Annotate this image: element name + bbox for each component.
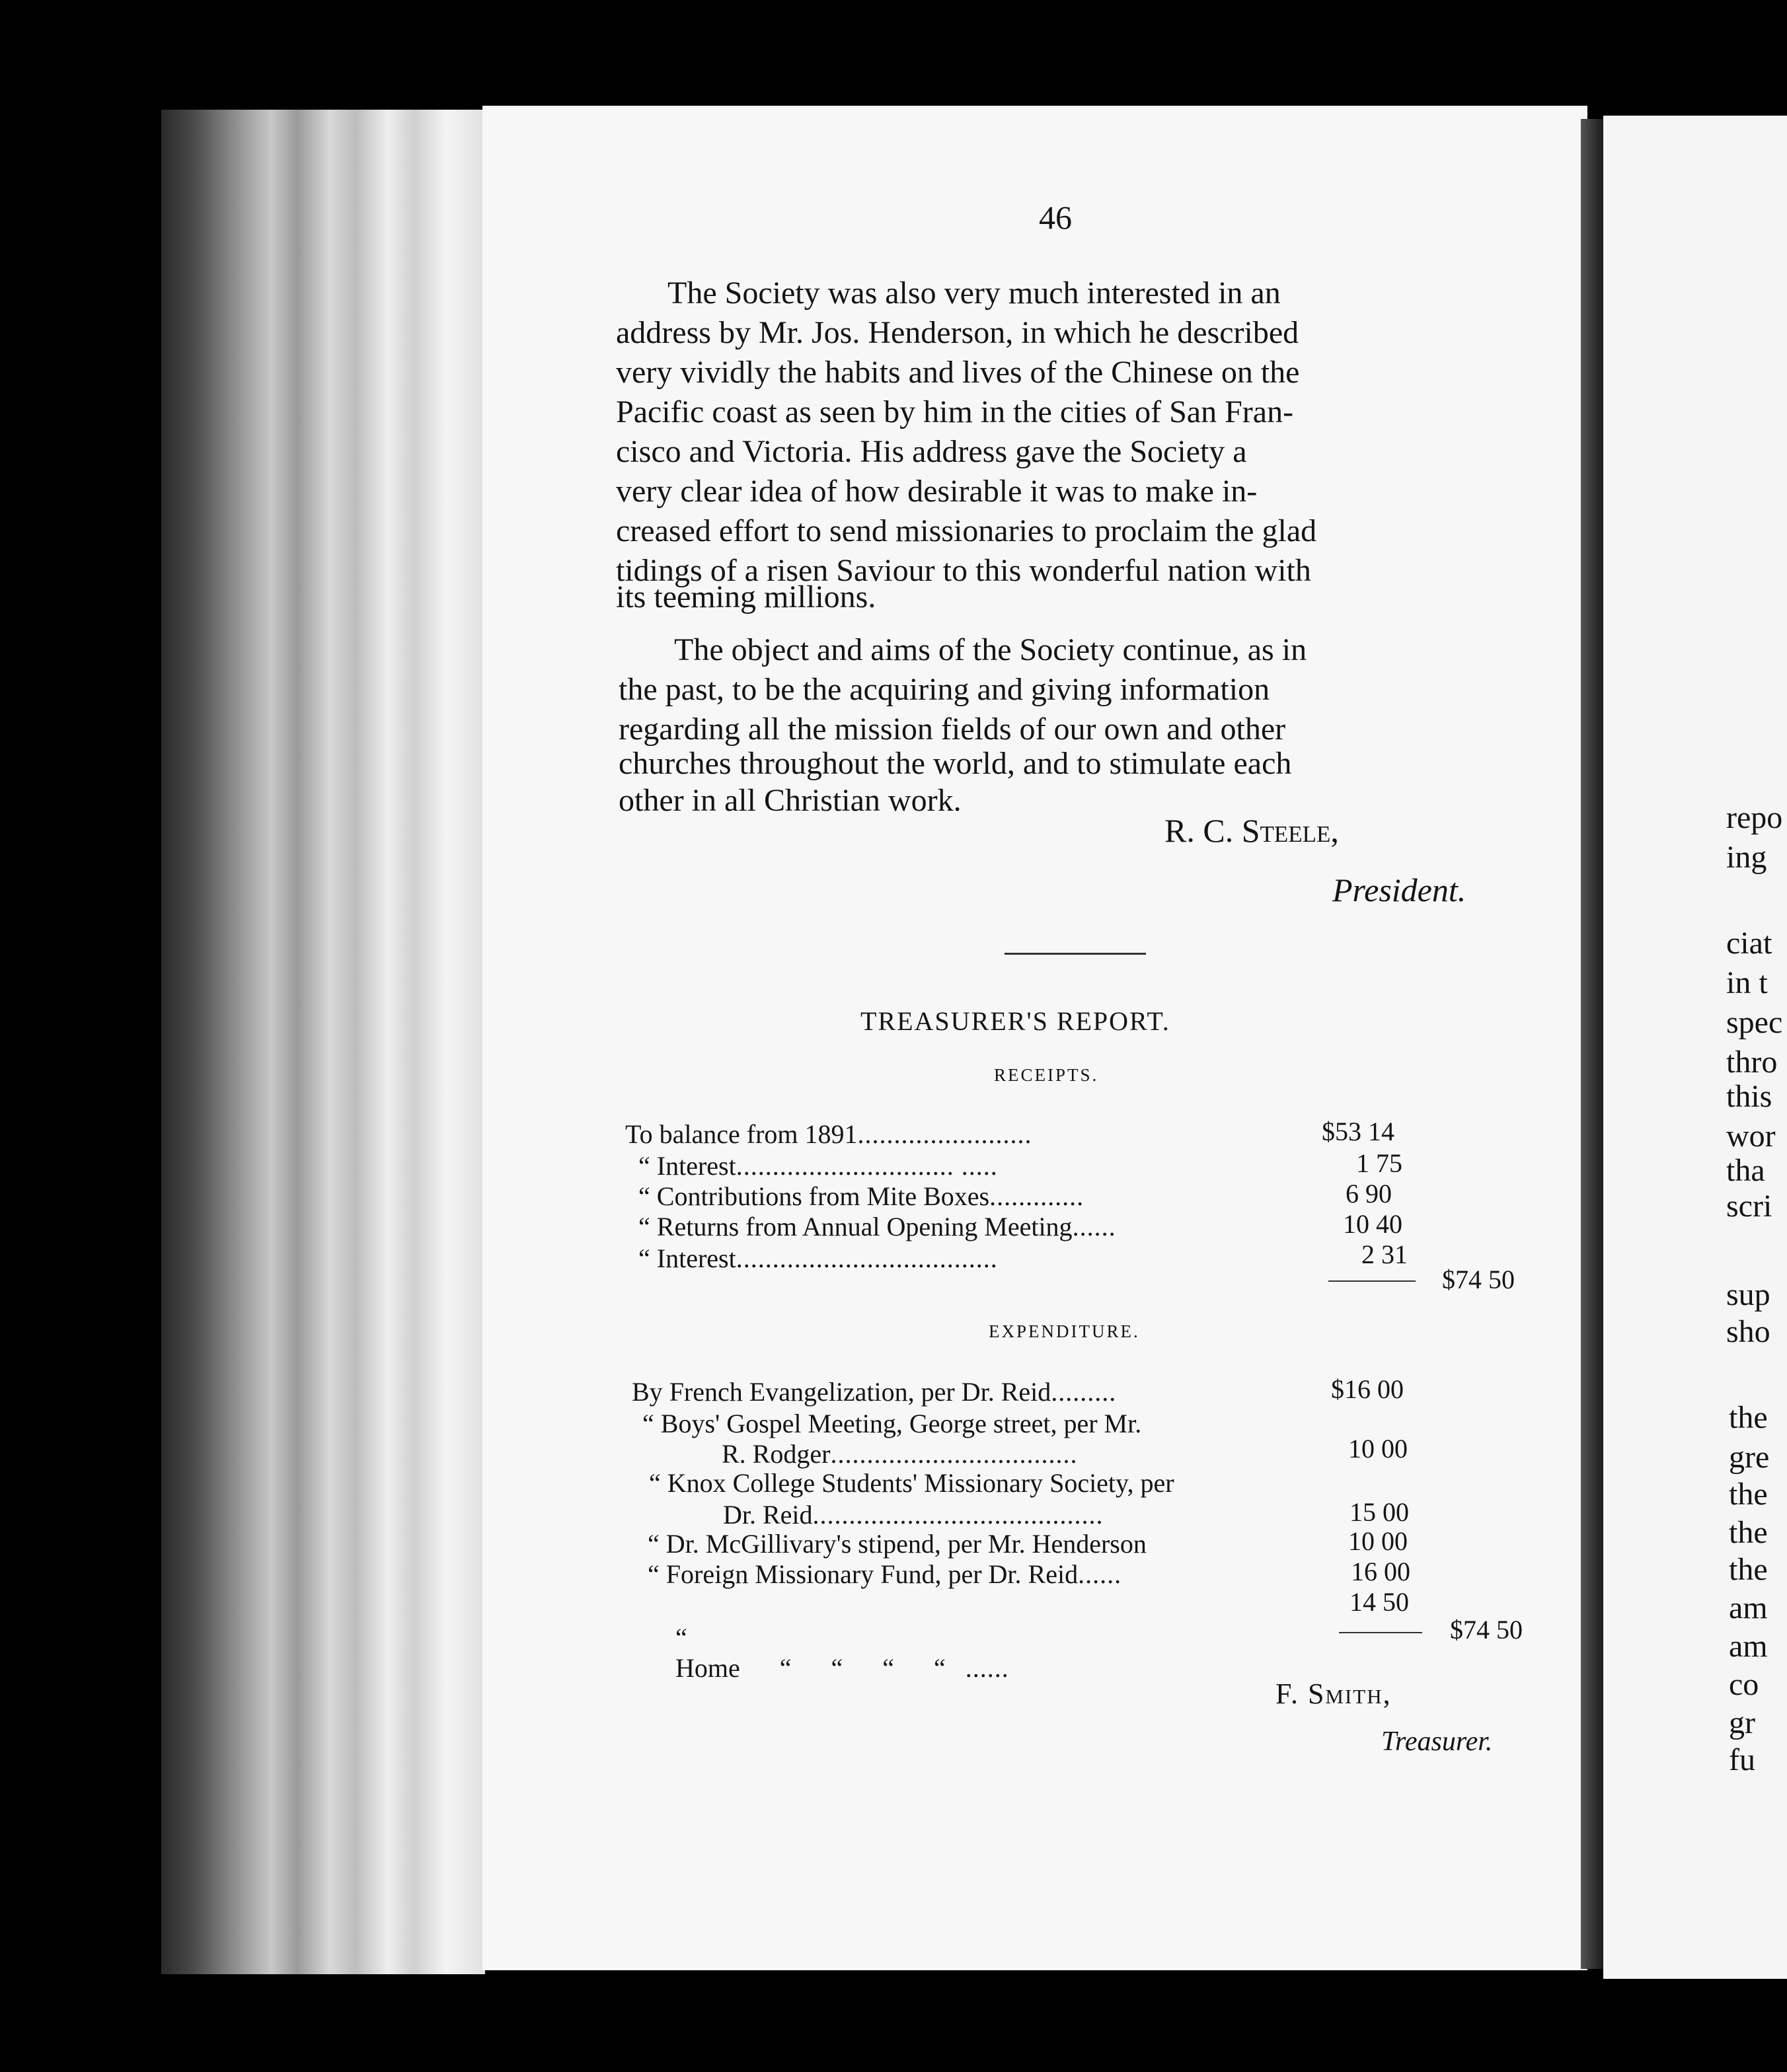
row-leader: ...... bbox=[1072, 1212, 1116, 1241]
row-prefix: “ bbox=[648, 1529, 660, 1559]
expenditure-total: $74 50 bbox=[1450, 1615, 1523, 1645]
row-leader: ...... bbox=[965, 1653, 1009, 1683]
paragraph-1-line-4: Pacific coast as seen by him in the cities of San Fran- bbox=[616, 394, 1294, 429]
facing-fragment: thro bbox=[1726, 1045, 1778, 1080]
expenditure-row bbox=[632, 1377, 1116, 1407]
expenditure-amount: $16 00 bbox=[1331, 1374, 1404, 1404]
row-label: Knox College Students' Missionary Society, per bbox=[667, 1468, 1174, 1498]
receipt-amount: 1 75 bbox=[1356, 1148, 1402, 1178]
facing-fragment: the bbox=[1729, 1477, 1768, 1512]
receipt-row bbox=[638, 1243, 998, 1274]
expenditure-row bbox=[649, 1468, 1174, 1498]
row-label: balance from 1891 bbox=[659, 1119, 858, 1149]
facing-fragment: fu bbox=[1729, 1742, 1755, 1777]
receipts-heading: RECEIPTS. bbox=[994, 1065, 1099, 1085]
row-prefix: “ bbox=[675, 1623, 687, 1652]
facing-fragment: ciat bbox=[1726, 926, 1772, 961]
facing-fragment: ing bbox=[1726, 840, 1767, 875]
paragraph-1-line-1: The Society was also very much interested in an bbox=[667, 276, 1281, 311]
facing-fragment: the bbox=[1729, 1400, 1768, 1435]
row-label: Dr. Reid bbox=[723, 1500, 813, 1530]
paragraph-2-line-1: The object and aims of the Society continue, as in bbox=[674, 632, 1307, 667]
facing-fragment: spec bbox=[1726, 1005, 1783, 1040]
row-prefix: By bbox=[632, 1377, 663, 1407]
receipt-amount: 6 90 bbox=[1346, 1179, 1392, 1208]
paragraph-2-line-4: churches throughout the world, and to stimulate each bbox=[619, 746, 1292, 781]
row-prefix: “ bbox=[649, 1468, 661, 1498]
receipt-row bbox=[638, 1212, 1116, 1242]
facing-fragment: co bbox=[1729, 1667, 1759, 1702]
row-label: Interest bbox=[656, 1243, 736, 1273]
facing-fragment: am bbox=[1729, 1590, 1768, 1625]
facing-fragment: the bbox=[1729, 1552, 1768, 1587]
row-leader: ......... bbox=[1051, 1377, 1117, 1407]
facing-fragment: tha bbox=[1726, 1153, 1765, 1188]
paragraph-2-line-5: other in all Christian work. bbox=[619, 783, 962, 818]
expenditure-row bbox=[648, 1529, 1147, 1559]
row-leader: ............. bbox=[989, 1181, 1084, 1211]
treasurer-title: Treasurer. bbox=[1381, 1726, 1493, 1757]
expenditure-row bbox=[722, 1439, 1077, 1469]
paragraph-1-line-8: tidings of a risen Saviour to this wonderful nation with bbox=[616, 553, 1311, 588]
page-number: 46 bbox=[1039, 199, 1072, 236]
facing-fragment: this bbox=[1726, 1079, 1772, 1114]
expenditure-row bbox=[642, 1409, 1141, 1439]
president-title: President. bbox=[1332, 871, 1466, 908]
receipt-row bbox=[625, 1119, 1032, 1150]
row-prefix: “ bbox=[638, 1181, 650, 1211]
page-edges bbox=[161, 110, 485, 1974]
expenditure-row bbox=[649, 1592, 1009, 1714]
row-label: Dr. McGillivary's stipend, per Mr. Henderson bbox=[665, 1529, 1147, 1559]
row-prefix: “ bbox=[638, 1151, 650, 1181]
report-title: TREASURER'S REPORT. bbox=[860, 1006, 1170, 1036]
row-prefix: To bbox=[625, 1119, 653, 1149]
receipts-total: $74 50 bbox=[1442, 1265, 1515, 1294]
expenditure-amount: 10 00 bbox=[1348, 1434, 1408, 1463]
row-prefix: “ bbox=[648, 1559, 660, 1589]
receipt-amount: 2 31 bbox=[1361, 1240, 1408, 1269]
row-leader: .................................... bbox=[736, 1243, 998, 1273]
facing-fragment: sup bbox=[1726, 1277, 1770, 1312]
expenditure-amount: 14 50 bbox=[1350, 1587, 1409, 1617]
paragraph-1-line-6: very clear idea of how desirable it was to make in- bbox=[616, 474, 1258, 509]
receipts-total-rule bbox=[1328, 1280, 1416, 1282]
facing-fragment: scri bbox=[1726, 1189, 1772, 1224]
row-label: Home “ “ “ “ bbox=[675, 1653, 946, 1683]
receipt-row bbox=[638, 1151, 998, 1181]
receipt-row bbox=[638, 1181, 1084, 1212]
row-leader: ........................ bbox=[857, 1119, 1032, 1149]
row-prefix: “ bbox=[638, 1212, 650, 1241]
expenditure-heading: EXPENDITURE. bbox=[989, 1321, 1140, 1341]
paragraph-1-line-7: creased effort to send missionaries to proclaim the glad bbox=[616, 513, 1317, 548]
row-label: Foreign Missionary Fund, per Dr. Reid bbox=[665, 1559, 1079, 1589]
row-leader: .................................. bbox=[830, 1439, 1078, 1469]
facing-fragment: am bbox=[1729, 1629, 1768, 1664]
facing-fragment: gre bbox=[1729, 1440, 1770, 1475]
row-label: R. Rodger bbox=[722, 1439, 831, 1469]
row-prefix: “ bbox=[638, 1243, 650, 1273]
facing-fragment: wor bbox=[1726, 1119, 1776, 1154]
paragraph-2-line-2: the past, to be the acquiring and giving information bbox=[619, 672, 1270, 707]
row-label: Returns from Annual Opening Meeting bbox=[656, 1212, 1073, 1241]
facing-fragment: the bbox=[1729, 1515, 1768, 1550]
row-label: Interest bbox=[656, 1151, 736, 1181]
row-label: French Evangelization, per Dr. Reid bbox=[669, 1377, 1051, 1407]
facing-fragment: in t bbox=[1726, 965, 1768, 1000]
paragraph-1-line-3: very vividly the habits and lives of the Chinese on the bbox=[616, 355, 1300, 390]
paragraph-2-line-3: regarding all the mission fields of our own and other bbox=[619, 712, 1286, 747]
facing-fragment: repo bbox=[1726, 800, 1783, 835]
treasurer-name: F. Smith, bbox=[1275, 1678, 1392, 1710]
paragraph-1-line-5: cisco and Victoria. His address gave the Society a bbox=[616, 434, 1247, 469]
expenditure-total-rule bbox=[1339, 1632, 1422, 1633]
facing-fragment: gr bbox=[1729, 1705, 1755, 1740]
receipt-amount: 10 40 bbox=[1343, 1209, 1402, 1239]
expenditure-amount: 16 00 bbox=[1351, 1557, 1410, 1586]
paragraph-1-line-9: its teeming millions. bbox=[616, 579, 876, 614]
expenditure-row bbox=[723, 1500, 1104, 1530]
row-leader: ........................................ bbox=[812, 1500, 1104, 1530]
president-name: R. C. Steele, bbox=[1164, 812, 1339, 849]
receipt-amount: $53 14 bbox=[1322, 1117, 1394, 1146]
row-prefix: “ bbox=[642, 1409, 654, 1438]
expenditure-row bbox=[648, 1559, 1122, 1590]
row-leader: .............................. ..... bbox=[736, 1151, 998, 1181]
paragraph-1-line-2: address by Mr. Jos. Henderson, in which he described bbox=[616, 315, 1299, 350]
row-leader: ...... bbox=[1078, 1559, 1122, 1589]
facing-fragment: sho bbox=[1726, 1314, 1770, 1349]
row-label: Contributions from Mite Boxes bbox=[656, 1181, 990, 1211]
section-divider bbox=[1005, 953, 1146, 955]
row-label: Boys' Gospel Meeting, George street, per Mr. bbox=[660, 1409, 1142, 1438]
expenditure-amount: 10 00 bbox=[1348, 1526, 1408, 1556]
expenditure-amount: 15 00 bbox=[1350, 1497, 1409, 1527]
